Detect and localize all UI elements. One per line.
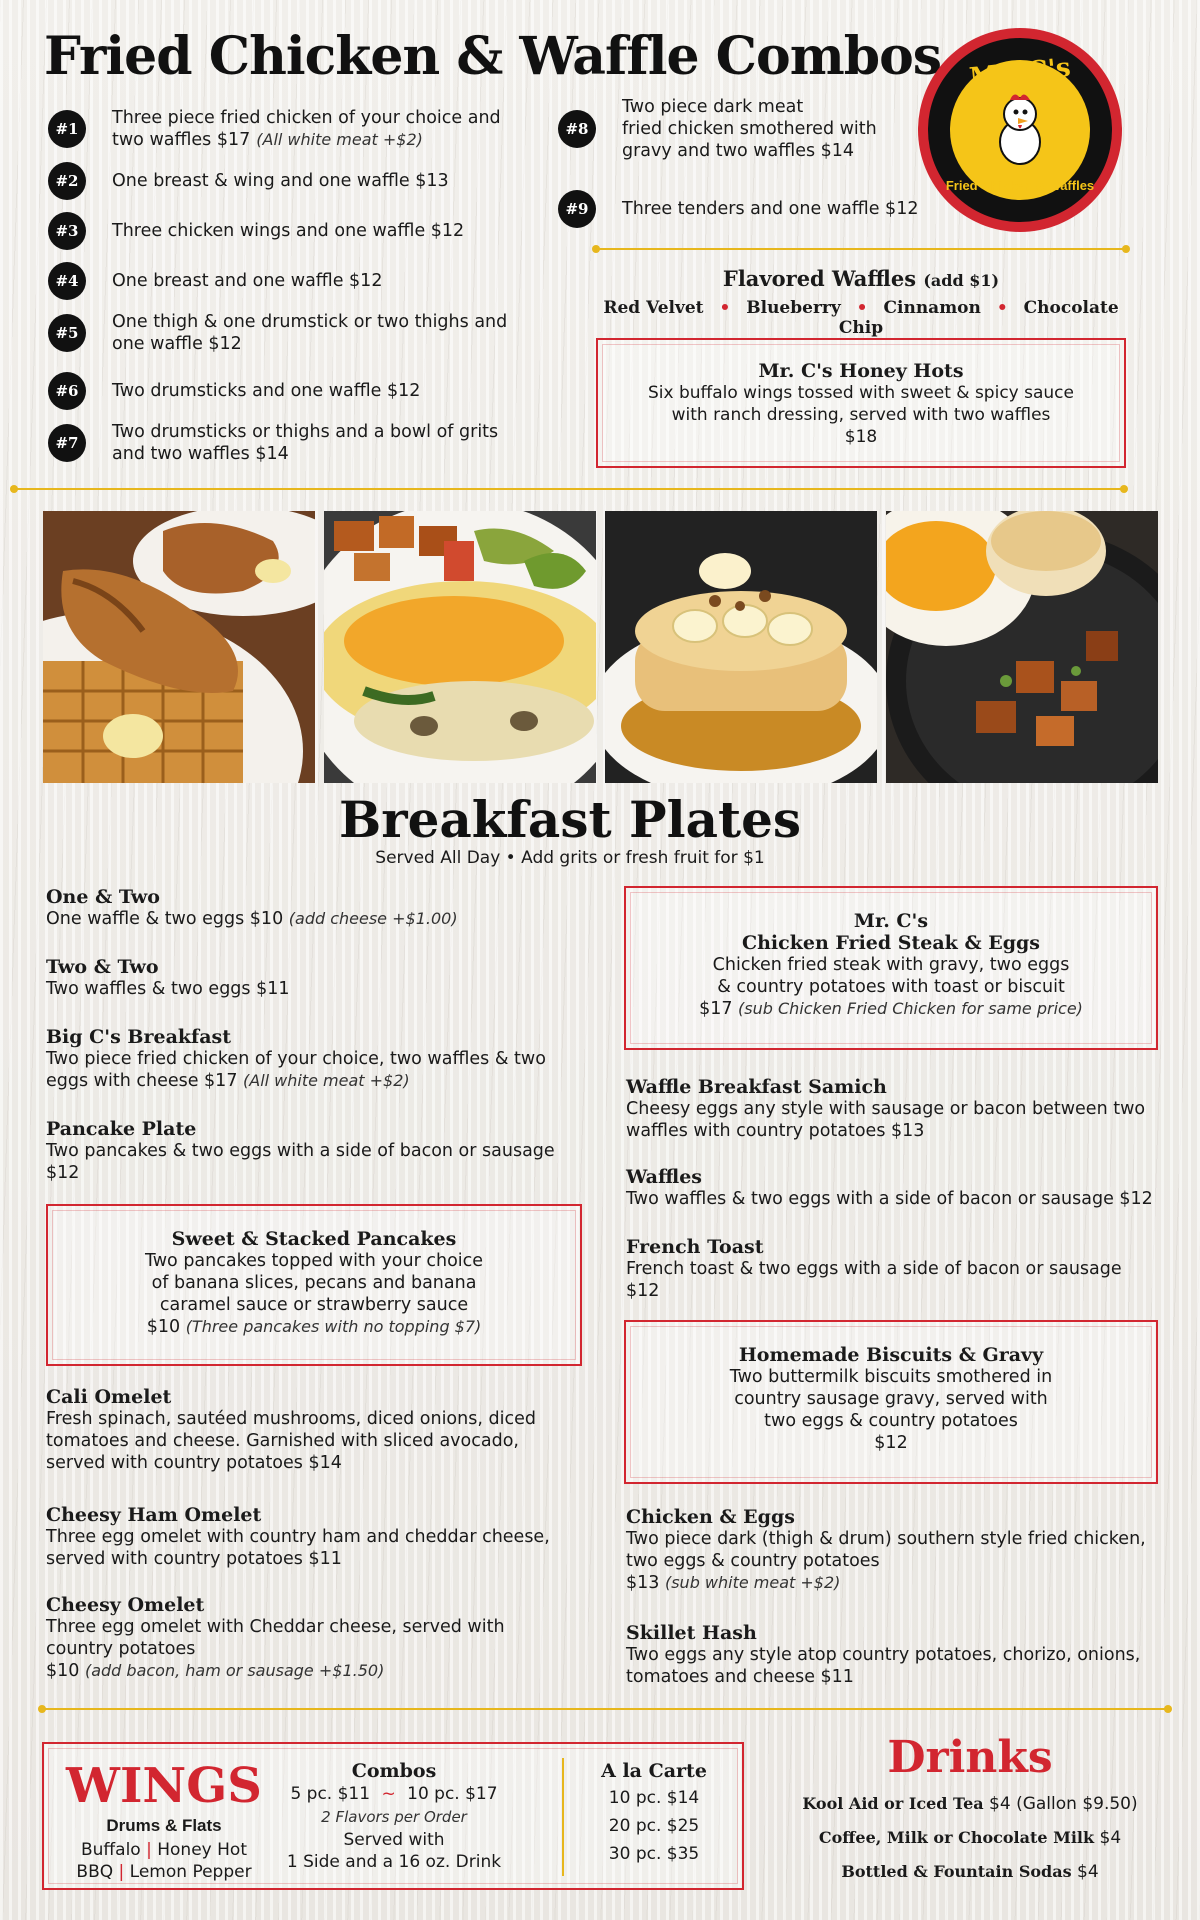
menu-item-line xyxy=(626,1528,1186,1550)
flavored-waffles-title: Flavored Waffles xyxy=(722,266,917,291)
bullet-dot-icon: • xyxy=(996,298,1008,318)
biscuits-box-line: two eggs & country potatoes xyxy=(764,1411,1018,1431)
pancakes-box-price-line xyxy=(48,1316,580,1338)
menu-item-name: Cheesy Ham Omelet xyxy=(46,1504,262,1526)
wings-flavors xyxy=(44,1862,284,1882)
combo-line-text: Three piece fried chicken of your choice and xyxy=(112,108,501,128)
combo-number-badge: #7 xyxy=(48,424,86,462)
menu-item-line xyxy=(626,1280,1186,1302)
steak-box-line: Chicken fried steak with gravy, two eggs xyxy=(712,955,1070,975)
combo-number-badge: #2 xyxy=(48,162,86,200)
menu-item-text: two eggs & country potatoes xyxy=(626,1551,880,1571)
menu-item-line xyxy=(46,1162,586,1184)
menu-item-line xyxy=(46,1548,586,1570)
combo-line-text: two waffles $17 xyxy=(112,130,251,150)
menu-item-line xyxy=(626,1572,1186,1594)
wings-combos-title: Combos xyxy=(351,1760,437,1782)
combo-number-badge: #1 xyxy=(48,110,86,148)
menu-item-text: Two waffles & two eggs $11 xyxy=(46,979,290,999)
tilde-icon: ~ xyxy=(381,1784,396,1804)
breakfast-title: Breakfast Plates xyxy=(338,790,802,849)
combo-line-text: fried chicken smothered with xyxy=(622,119,877,139)
menu-item-text: tomatoes and cheese $11 xyxy=(626,1667,854,1687)
steak-box-note: (sub Chicken Fried Chicken for same price) xyxy=(738,999,1083,1018)
menu-item-line xyxy=(46,1430,586,1452)
separator-bar-icon: | xyxy=(118,1862,130,1882)
drink-price: $4 (Gallon $9.50) xyxy=(983,1794,1138,1814)
flavored-waffles-price: (add $1) xyxy=(923,271,1000,290)
mr-cs-logo xyxy=(918,28,1122,232)
logo-name: Mr. C's xyxy=(967,52,1073,94)
menu-item-text: French toast & two eggs with a side of bacon or sausage xyxy=(626,1259,1122,1279)
menu-item-text: country potatoes xyxy=(46,1639,196,1659)
menu-item-note: (add bacon, ham or sausage +$1.50) xyxy=(84,1661,385,1680)
menu-item-text: served with country potatoes $14 xyxy=(46,1453,342,1473)
menu-item xyxy=(626,1506,1186,1594)
combo-description xyxy=(112,311,562,355)
breakfast-subtitle: Served All Day • Add grits or fresh fruit for $1 xyxy=(375,848,765,868)
menu-item-text: $10 xyxy=(46,1661,85,1681)
bullet-dot-icon: • xyxy=(719,298,731,318)
menu-item-line xyxy=(46,1048,586,1070)
menu-item xyxy=(626,1076,1186,1142)
menu-item-line xyxy=(46,1526,586,1548)
drinks-title: Drinks xyxy=(887,1732,1053,1783)
menu-item xyxy=(46,886,586,930)
menu-item-name: Big C's Breakfast xyxy=(46,1026,232,1048)
biscuits-box-title: Homemade Biscuits & Gravy xyxy=(738,1344,1044,1366)
menu-item-name: Cali Omelet xyxy=(46,1386,172,1408)
menu-item-line xyxy=(626,1120,1186,1142)
menu-item xyxy=(46,1118,586,1184)
rooster-icon xyxy=(988,90,1052,170)
honey-hots-line: Six buffalo wings tossed with sweet & spicy sauce xyxy=(647,383,1074,403)
menu-item-text: $13 xyxy=(626,1573,665,1593)
menu-item-line xyxy=(46,1660,586,1682)
alacarte-item: 10 pc. $14 xyxy=(608,1788,700,1808)
drink-price: $4 xyxy=(1071,1862,1099,1882)
combo-line-text: Three tenders and one waffle $12 xyxy=(622,199,919,219)
combo-line xyxy=(112,421,562,443)
menu-item xyxy=(626,1236,1186,1302)
menu-item-name: Waffle Breakfast Samich xyxy=(626,1076,887,1098)
menu-item xyxy=(46,1594,586,1682)
biscuits-box-line: Two buttermilk biscuits smothered in xyxy=(729,1367,1053,1387)
menu-item-text: $12 xyxy=(626,1281,660,1301)
pancakes-box-title: Sweet & Stacked Pancakes xyxy=(171,1228,457,1250)
combo-line-text: One thigh & one drumstick or two thighs and xyxy=(112,312,508,332)
menu-item-line xyxy=(46,1070,586,1092)
combo-description xyxy=(112,107,562,151)
menu-item-text: $12 xyxy=(46,1163,80,1183)
wings-title: WINGS xyxy=(66,1758,262,1814)
separator-bar-icon: | xyxy=(146,1840,158,1860)
combo-number-badge: #6 xyxy=(48,372,86,410)
combo-line xyxy=(622,118,922,140)
divider xyxy=(562,1758,564,1876)
menu-item-text: tomatoes and cheese. Garnished with sliced avocado, xyxy=(46,1431,519,1451)
combo-description xyxy=(112,170,562,192)
combo-line xyxy=(112,129,562,151)
menu-item-name: Two & Two xyxy=(46,956,159,978)
menu-item-text: Fresh spinach, sautéed mushrooms, diced onions, diced xyxy=(46,1409,536,1429)
combo-line-text: Two drumsticks or thighs and a bowl of grits xyxy=(112,422,499,442)
menu-item-text: Two pancakes & two eggs with a side of bacon or sausage xyxy=(46,1141,555,1161)
flavored-waffles-heading xyxy=(596,266,1126,291)
menu-item-text: Cheesy eggs any style with sausage or bacon between two xyxy=(626,1099,1146,1119)
menu-item xyxy=(626,1622,1186,1688)
honey-hots-title: Mr. C's Honey Hots xyxy=(758,360,964,382)
pancakes-box-line: Two pancakes topped with your choice xyxy=(144,1251,484,1271)
alacarte-item: 30 pc. $35 xyxy=(608,1844,700,1864)
combo-line-text: Two drumsticks and one waffle $12 xyxy=(112,381,421,401)
menu-item-line xyxy=(626,1644,1186,1666)
divider xyxy=(14,488,1124,490)
menu-item-line xyxy=(626,1550,1186,1572)
menu-item-line xyxy=(626,1098,1186,1120)
combo-line xyxy=(112,270,562,292)
menu-item-note: (add cheese +$1.00) xyxy=(288,909,458,928)
drink-item xyxy=(760,1862,1180,1882)
combo-line xyxy=(112,107,562,129)
combo-number-badge: #8 xyxy=(558,110,596,148)
wings-flavor: Buffalo xyxy=(81,1840,141,1860)
menu-item xyxy=(46,1504,586,1570)
drink-item xyxy=(760,1794,1180,1814)
menu-item-text: served with country potatoes $11 xyxy=(46,1549,342,1569)
flavor-item: Red Velvet xyxy=(603,298,704,318)
steak-box-subtitle: Chicken Fried Steak & Eggs xyxy=(742,932,1040,954)
menu-item-line xyxy=(626,1666,1186,1688)
menu-item xyxy=(46,1026,586,1092)
wings-flavors xyxy=(44,1840,284,1860)
combo-number-badge: #4 xyxy=(48,262,86,300)
menu-item-note: (sub white meat +$2) xyxy=(664,1573,841,1592)
flavor-list xyxy=(596,298,1126,338)
honey-hots-box xyxy=(596,338,1126,468)
skillet-photo xyxy=(886,511,1158,783)
combo-description xyxy=(622,96,922,162)
flavor-item: Blueberry xyxy=(746,298,841,318)
biscuits-box-line: country sausage gravy, served with xyxy=(734,1389,1048,1409)
flavor-item: Chocolate Chip xyxy=(838,298,1119,338)
combo-line-text: One breast and one waffle $12 xyxy=(112,271,383,291)
flavor-item: Cinnamon xyxy=(883,298,981,318)
menu-item-name: Pancake Plate xyxy=(46,1118,197,1140)
drink-price: $4 xyxy=(1094,1828,1122,1848)
menu-item-text: eggs with cheese $17 xyxy=(46,1071,244,1091)
wings-box xyxy=(42,1742,744,1890)
wings-flavor: Honey Hot xyxy=(157,1840,247,1860)
menu-item-text: Two eggs any style atop country potatoes, chorizo, onions, xyxy=(626,1645,1141,1665)
menu-item-text: Two piece fried chicken of your choice, two waffles & two xyxy=(46,1049,546,1069)
wings-subtitle: Drums & Flats xyxy=(106,1816,222,1835)
menu-item-name: One & Two xyxy=(46,886,160,908)
menu-item-line xyxy=(46,1140,586,1162)
biscuits-box-price: $12 xyxy=(874,1433,908,1453)
menu-item-line xyxy=(46,1452,586,1474)
wings-flavor: BBQ xyxy=(76,1862,114,1882)
drink-name: Coffee, Milk or Chocolate Milk xyxy=(818,1828,1095,1847)
biscuits-box xyxy=(624,1320,1158,1484)
bullet-dot-icon: • xyxy=(856,298,868,318)
menu-item xyxy=(46,1386,586,1474)
divider xyxy=(596,248,1126,250)
menu-item-line xyxy=(46,1638,586,1660)
wings-combos-served: Served with xyxy=(343,1830,445,1850)
combo-number-badge: #3 xyxy=(48,212,86,250)
menu-item-line xyxy=(626,1188,1186,1210)
honey-hots-price: $18 xyxy=(844,427,878,447)
combo-line-text: Two piece dark meat xyxy=(622,97,804,117)
steak-box-price: $17 xyxy=(699,999,739,1019)
omelet-photo xyxy=(324,511,596,783)
wings-combos-prices xyxy=(284,1784,504,1804)
wings-combo-price: 10 pc. $17 xyxy=(407,1784,498,1804)
alacarte-title: A la Carte xyxy=(601,1760,707,1782)
menu-item-line xyxy=(46,908,586,930)
menu-item-name: Cheesy Omelet xyxy=(46,1594,205,1616)
pancakes-box-line: caramel sauce or strawberry sauce xyxy=(159,1295,469,1315)
combo-description xyxy=(112,220,562,242)
menu-item-line xyxy=(46,1616,586,1638)
combo-line xyxy=(622,198,922,220)
combo-line-text: and two waffles $14 xyxy=(112,444,289,464)
combo-line-text: One breast & wing and one waffle $13 xyxy=(112,171,449,191)
menu-item-text: Three egg omelet with Cheddar cheese, served with xyxy=(46,1617,505,1637)
drink-name: Kool Aid or Iced Tea xyxy=(802,1794,984,1813)
combo-line xyxy=(112,220,562,242)
pancakes-box-price: $10 xyxy=(146,1317,186,1337)
menu-item-text: waffles with country potatoes $13 xyxy=(626,1121,925,1141)
logo-tagline: Fried Chicken & Waffles xyxy=(945,178,1095,193)
page-title: Fried Chicken & Waffle Combos xyxy=(44,26,942,87)
menu-item-text: Three egg omelet with country ham and cheddar cheese, xyxy=(46,1527,550,1547)
wings-combo-price: 5 pc. $11 xyxy=(290,1784,371,1804)
combo-line-text: one waffle $12 xyxy=(112,334,242,354)
steak-box xyxy=(624,886,1158,1050)
steak-box-price-line xyxy=(626,998,1156,1020)
combo-description xyxy=(112,380,562,402)
drink-item xyxy=(760,1828,1180,1848)
menu-item-line xyxy=(46,978,586,1000)
wings-flavor: Lemon Pepper xyxy=(129,1862,252,1882)
pancakes-box-note: (Three pancakes with no topping $7) xyxy=(185,1317,482,1336)
combo-description xyxy=(112,421,562,465)
combo-number-badge: #5 xyxy=(48,314,86,352)
combo-description xyxy=(112,270,562,292)
combo-note: (All white meat +$2) xyxy=(256,130,423,149)
divider xyxy=(42,1708,1168,1710)
steak-box-line: & country potatoes with toast or biscuit xyxy=(717,977,1065,997)
pancakes-box-line: of banana slices, pecans and banana xyxy=(151,1273,477,1293)
banana-pancakes-photo xyxy=(605,511,877,783)
combo-line xyxy=(112,311,562,333)
combo-line xyxy=(112,170,562,192)
menu-item-text: One waffle & two eggs $10 xyxy=(46,909,289,929)
menu-item-text: Two waffles & two eggs with a side of bacon or sausage $12 xyxy=(626,1189,1153,1209)
honey-hots-line: with ranch dressing, served with two waffles xyxy=(671,405,1051,425)
combo-number-badge: #9 xyxy=(558,190,596,228)
menu-item-name: Waffles xyxy=(626,1166,702,1188)
combo-line-text: gravy and two waffles $14 xyxy=(622,141,855,161)
menu-item xyxy=(626,1166,1186,1210)
menu-item-line xyxy=(46,1408,586,1430)
menu-item-text: Two piece dark (thigh & drum) southern style fried chicken, xyxy=(626,1529,1146,1549)
combo-line xyxy=(622,140,922,162)
chicken-and-waffles-photo xyxy=(43,511,315,783)
menu-item-name: Chicken & Eggs xyxy=(626,1506,795,1528)
combo-description xyxy=(622,198,922,220)
combo-line xyxy=(112,443,562,465)
steak-box-title: Mr. C's xyxy=(853,910,929,932)
menu-item-note: (All white meat +$2) xyxy=(243,1071,410,1090)
menu-item-name: Skillet Hash xyxy=(626,1622,757,1644)
combo-line xyxy=(112,380,562,402)
menu-item xyxy=(46,956,586,1000)
alacarte-item: 20 pc. $25 xyxy=(608,1816,700,1836)
wings-combos-note: 2 Flavors per Order xyxy=(321,1808,467,1826)
pancakes-box xyxy=(46,1204,582,1366)
menu-item-line xyxy=(626,1258,1186,1280)
combo-line-text: Three chicken wings and one waffle $12 xyxy=(112,221,465,241)
wings-combos-served: 1 Side and a 16 oz. Drink xyxy=(286,1852,502,1872)
combo-line xyxy=(622,96,922,118)
menu-item-name: French Toast xyxy=(626,1236,764,1258)
combo-line xyxy=(112,333,562,355)
drink-name: Bottled & Fountain Sodas xyxy=(841,1862,1072,1881)
